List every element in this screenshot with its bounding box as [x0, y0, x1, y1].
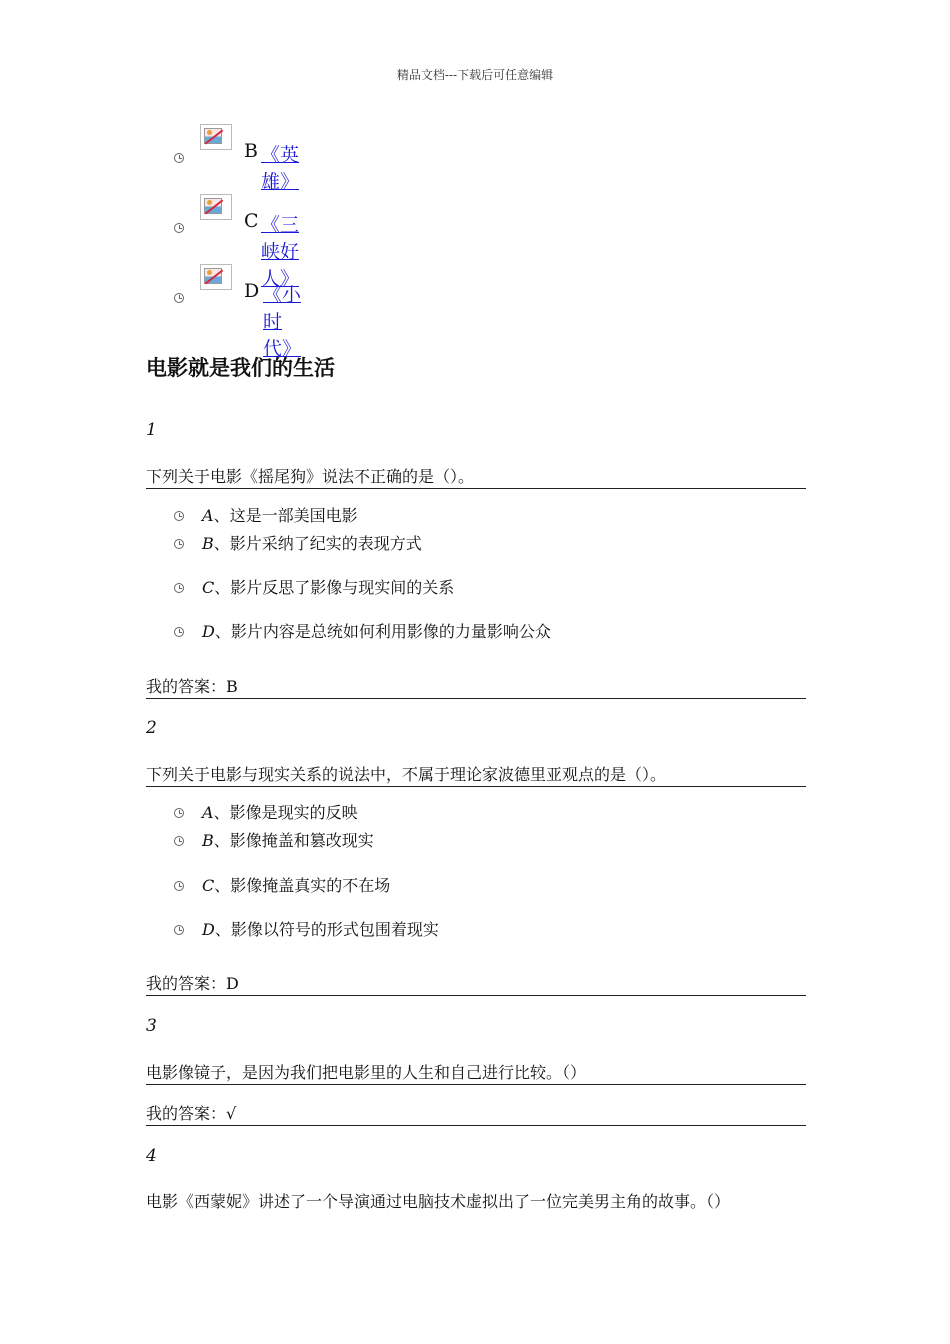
question-number: 2 [146, 718, 157, 738]
radio-button[interactable] [174, 223, 184, 233]
choice-letter: B [202, 831, 214, 850]
option-link-hero[interactable]: 《英雄》 [261, 144, 300, 193]
my-answer: 我的答案：√ [146, 1101, 806, 1126]
page-header: 精品文档---下载后可任意编辑 [396, 68, 554, 82]
choice-letter: C [202, 876, 215, 895]
choice-letter: B [202, 534, 214, 553]
choice-letter: C [202, 578, 215, 597]
radio-button[interactable] [174, 511, 184, 521]
choice-letter: D [202, 622, 215, 641]
option-link-three-gorges[interactable]: 《三峡好人》 [261, 214, 300, 290]
choice-text: 、影像以符号的形式包围着现实 [214, 920, 439, 939]
radio-button[interactable] [174, 627, 184, 637]
choice-letter: D [202, 920, 215, 939]
option-letter: D [244, 280, 260, 302]
question-number: 4 [146, 1146, 157, 1166]
choice-letter: A [202, 506, 214, 525]
choice-text: 、影片反思了影像与现实间的关系 [214, 578, 455, 597]
option-d[interactable] [172, 264, 302, 360]
radio-button[interactable] [174, 583, 184, 593]
radio-button[interactable] [174, 925, 184, 935]
my-answer: 我的答案：B [146, 674, 806, 699]
option-letter: B [244, 140, 258, 162]
question-text: 下列关于电影《摇尾狗》说法不正确的是（）。 [146, 464, 806, 489]
option-letter: C [244, 210, 259, 232]
option-c[interactable] [172, 194, 300, 290]
option-link-tiny-times[interactable]: 《小时代》 [263, 284, 302, 360]
radio-button[interactable] [174, 881, 184, 891]
section-title: 电影就是我们的生活 [146, 356, 335, 380]
choice-text: 、影像掩盖和篡改现实 [213, 831, 374, 850]
choice-text: 、这是一部美国电影 [213, 506, 358, 525]
choice-text: 、影像是现实的反映 [213, 803, 358, 822]
choice-text: 、影像掩盖真实的不在场 [214, 876, 391, 895]
question-number: 1 [146, 420, 157, 440]
question-text: 下列关于电影与现实关系的说法中，不属于理论家波德里亚观点的是（）。 [146, 762, 806, 787]
choice-text: 、影片内容是总统如何利用影像的力量影响公众 [214, 622, 551, 641]
choice-text: 、影片采纳了纪实的表现方式 [213, 534, 422, 553]
question-text: 电影《西蒙妮》讲述了一个导演通过电脑技术虚拟出了一位完美男主角的故事。（） [146, 1192, 731, 1211]
radio-button[interactable] [174, 153, 184, 163]
broken-image-icon [200, 194, 232, 220]
radio-button[interactable] [174, 836, 184, 846]
option-b[interactable] [172, 124, 300, 193]
my-answer: 我的答案：D [146, 971, 806, 996]
choice-letter: A [202, 803, 214, 822]
radio-button[interactable] [174, 293, 184, 303]
radio-button[interactable] [174, 539, 184, 549]
question-number: 3 [146, 1016, 157, 1036]
broken-image-icon [200, 264, 232, 290]
question-text: 电影像镜子，是因为我们把电影里的人生和自己进行比较。（） [146, 1060, 806, 1085]
broken-image-icon [200, 124, 232, 150]
radio-button[interactable] [174, 808, 184, 818]
